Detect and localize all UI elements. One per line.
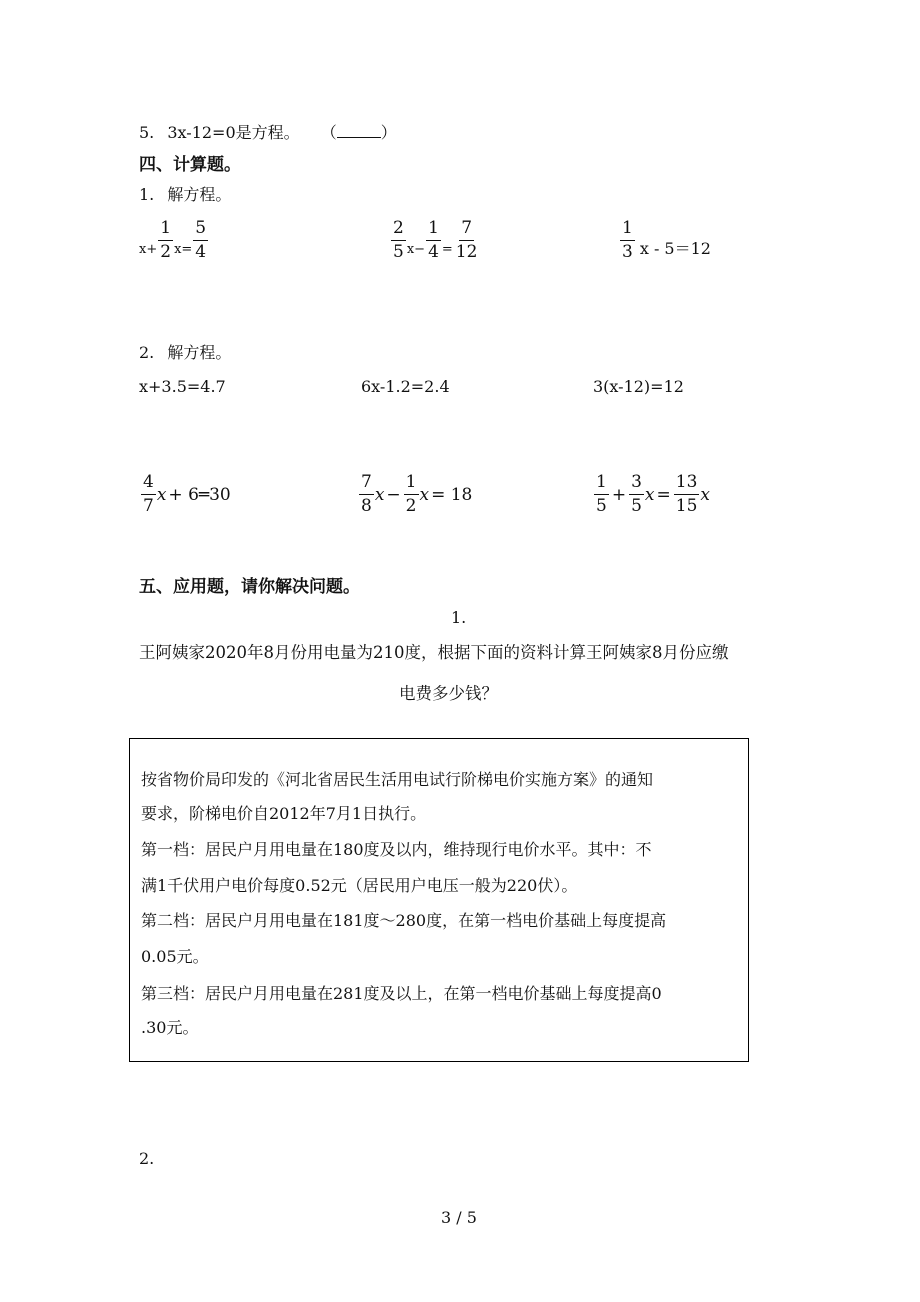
notice-line: 满1千伏用户电价每度0.52元（居民用户电压一般为220伏）。 — [141, 876, 578, 895]
section-4-title: 四、计算题。 — [139, 155, 241, 175]
notice-box — [129, 738, 749, 1062]
app-question-2-number: 2. — [139, 1149, 155, 1168]
fraction: $\frac{2}{5}$ — [393, 218, 404, 262]
notice-line: 第二档：居民户月用电量在181度～280度，在第一档电价基础上每度提高 — [141, 911, 667, 930]
page-number: 3 / 5 — [441, 1208, 477, 1227]
fraction: $\frac{1}{2}$ — [160, 218, 172, 262]
fraction: $\frac{3}{5}$ — [631, 472, 642, 516]
fraction: $\frac{5}{4}$ — [195, 218, 207, 262]
notice-line: 0.05元。 — [141, 947, 209, 966]
equation-2b: 6x-1.2=2.4 — [361, 377, 450, 396]
notice-line: 按省物价局印发的《河北省居民生活用电试行阶梯电价实施方案》的通知 — [141, 770, 654, 789]
fraction: $\frac{1}{3}$ — [622, 218, 633, 262]
sub-question-2 — [139, 340, 231, 363]
equation-2c: 3(x-12)=12 — [593, 377, 684, 396]
variable: x — [419, 484, 430, 505]
app-question-1-line1: 王阿姨家2020年8月份用电量为210度，根据下面的资料计算王阿姨家8月份应缴 — [139, 643, 729, 662]
eq-text: = — [441, 242, 453, 257]
fraction: $\frac{13}{15}$ — [675, 472, 698, 516]
operator: = — [656, 484, 671, 505]
operator: + — [611, 484, 627, 505]
variable: x — [374, 484, 385, 505]
sub-question-number: 2. — [139, 343, 155, 362]
notice-line: 第一档：居民户月用电量在180度及以内，维持现行电价水平。其中：不 — [141, 840, 652, 859]
fraction: $\frac{7}{12}$ — [455, 218, 478, 262]
variable: x — [700, 484, 710, 505]
eq-text: x− — [406, 242, 426, 257]
section-5-title: 五、应用题，请你解决问题。 — [139, 577, 360, 597]
eq-text: + 6═30 — [168, 484, 231, 505]
variable: x — [156, 484, 167, 505]
sub-question-1 — [139, 182, 231, 205]
eq-text: x= — [174, 242, 193, 257]
variable: x — [644, 484, 655, 505]
answer-blank[interactable] — [337, 123, 381, 138]
notice-line: 要求，阶梯电价自2012年7月1日执行。 — [141, 804, 427, 823]
operator: − — [386, 484, 401, 505]
fraction: $\frac{7}{8}$ — [361, 472, 372, 516]
question-number: 5. — [139, 123, 155, 142]
notice-line: 第三档：居民户月用电量在281度及以上，在第一档电价基础上每度提高0 — [141, 984, 662, 1003]
equation-1c — [619, 220, 711, 261]
app-question-1-number: 1. — [451, 608, 467, 627]
sub-question-text: 解方程。 — [167, 185, 232, 204]
app-question-1-line2: 电费多少钱？ — [399, 684, 498, 703]
sub-question-text: 解方程。 — [167, 343, 232, 362]
answer-close-paren: ） — [380, 123, 397, 142]
answer-open-paren: （ — [320, 123, 337, 142]
equation-3c — [593, 474, 710, 515]
sub-question-number: 1. — [139, 185, 155, 204]
equation-1a — [139, 220, 209, 261]
equation-3b — [358, 474, 474, 515]
equation-1b — [390, 220, 480, 261]
fraction: $\frac{1}{2}$ — [405, 472, 417, 516]
eq-text: = 18 — [431, 484, 473, 505]
fraction: $\frac{4}{7}$ — [143, 472, 154, 516]
equation-2a: x+3.5=4.7 — [139, 377, 226, 396]
equation-3a — [140, 474, 233, 515]
eq-text: x - 5＝12 — [639, 239, 711, 258]
question-5 — [139, 120, 397, 143]
fraction: $\frac{1}{4}$ — [428, 218, 439, 262]
notice-line: .30元。 — [141, 1018, 199, 1037]
fraction: $\frac{1}{5}$ — [596, 472, 607, 516]
eq-text: x+ — [139, 242, 158, 257]
question-text: 3x-12=0是方程。 — [167, 123, 300, 142]
